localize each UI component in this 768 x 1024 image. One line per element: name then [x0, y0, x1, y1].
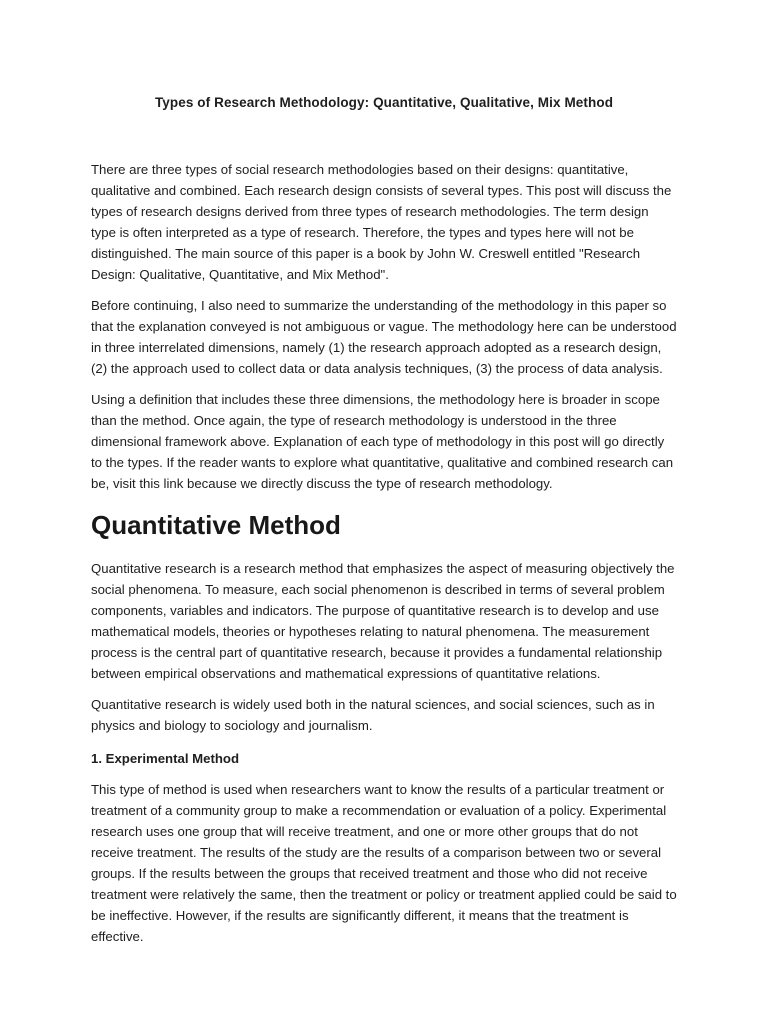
- intro-paragraph-1: There are three types of social research methodologies based on their designs: quantitative, qualitative and combined. Each research design consists of several types. This post will discuss the types of research designs derived from three types of research methodologies. The term design type is often interpreted as a type of research. Therefore, the types and types here will not be distinguished. The main source of this paper is a book by John W. Creswell entitled "Research Design: Qualitative, Quantitative, and Mix Method".: [91, 162, 672, 282]
- subsection-heading-experimental-method: 1. Experimental Method: [91, 751, 240, 766]
- subsection-paragraph-1: This type of method is used when researchers want to know the results of a particular treatment or treatment of a community group to make a recommendation or evaluation of a policy. Experimental research uses one group that will receive treatment, and one or more other groups that do not receive treatment. The results of the study are the results of a comparison between two or several groups. If the results between the groups that received treatment and those who did not receive treatment were relatively the same, then the treatment or policy or treatment applied could be said to be ineffective. However, if the results are significantly different, it means that the treatment is effective.: [91, 782, 677, 944]
- document-title: Types of Research Methodology: Quantitative, Qualitative, Mix Method: [154, 95, 614, 110]
- section-heading-quantitative-method: Quantitative Method: [91, 510, 341, 540]
- section-paragraph-2: Quantitative research is widely used both in the natural sciences, and social sciences, such as in physics and biology to sociology and journalism.: [91, 697, 655, 733]
- section-paragraph-1: Quantitative research is a research method that emphasizes the aspect of measuring objectively the social phenomena. To measure, each social phenomenon is described in terms of several problem components, variables and indicators. The purpose of quantitative research is to develop and use mathematical models, theories or hypotheses relating to natural phenomena. The measurement process is the central part of quantitative research, because it provides a fundamental relationship between empirical observations and mathematical expressions of quantitative relations.: [91, 561, 675, 681]
- intro-paragraph-2: Before continuing, I also need to summarize the understanding of the methodology in this paper so that the explanation conveyed is not ambiguous or vague. The methodology here can be understood in three interrelated dimensions, namely (1) the research approach adopted as a research design, (2) the approach used to collect data or data analysis techniques, (3) the process of data analysis.: [91, 298, 677, 376]
- intro-paragraph-3: Using a definition that includes these three dimensions, the methodology here is broader in scope than the method. Once again, the type of research methodology is understood in the three dimensional framework above. Explanation of each type of methodology in this post will go directly to the types. If the reader wants to explore what quantitative, qualitative and combined research can be, visit this link because we directly discuss the type of research methodology.: [91, 392, 674, 491]
